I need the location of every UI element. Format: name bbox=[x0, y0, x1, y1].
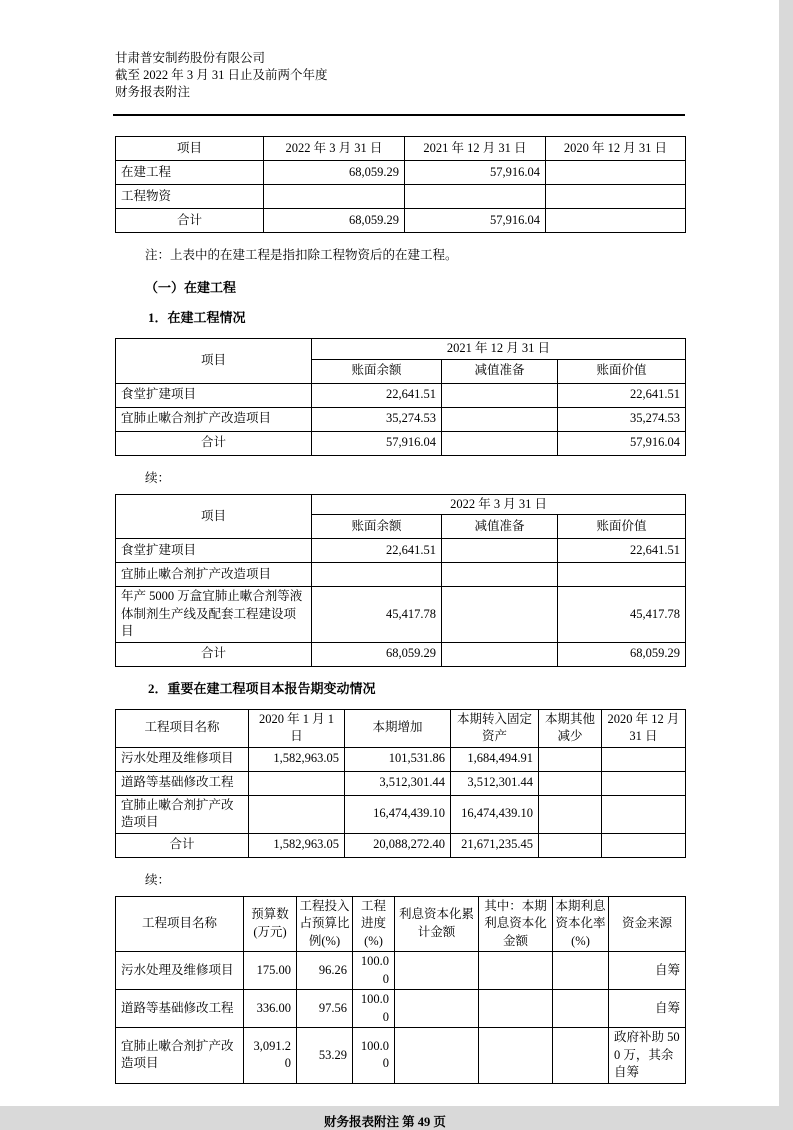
column-header-cell: 资金来源 bbox=[609, 896, 686, 952]
table-row bbox=[116, 383, 686, 407]
funding-source-cell: 政府补助 500 万，其余自筹 bbox=[609, 1028, 686, 1084]
amount-cell: 100.00 bbox=[353, 990, 395, 1028]
column-header-cell: 2022 年 3 月 31 日 bbox=[264, 137, 405, 161]
total-row bbox=[116, 642, 686, 666]
amount-cell: 100.00 bbox=[353, 1028, 395, 1084]
amount-cell: 53.29 bbox=[297, 1028, 353, 1084]
table-row bbox=[116, 161, 686, 185]
column-header-cell: 减值准备 bbox=[442, 515, 558, 539]
amount-cell bbox=[442, 563, 558, 587]
column-header-cell: 2020 年 1 月 1 日 bbox=[249, 709, 345, 747]
row-label-cell: 在建工程 bbox=[116, 161, 264, 185]
header-row bbox=[116, 896, 686, 952]
amount-cell bbox=[539, 833, 602, 857]
summary-table bbox=[115, 136, 686, 233]
document-type: 财务报表附注 bbox=[115, 85, 191, 99]
column-header-cell: 账面价值 bbox=[558, 359, 686, 383]
table-row bbox=[116, 563, 686, 587]
table-row bbox=[116, 795, 686, 833]
amount-cell bbox=[442, 587, 558, 643]
cip-2021-table bbox=[115, 338, 686, 456]
header-row bbox=[116, 339, 686, 360]
column-header-cell: 工程项目名称 bbox=[116, 709, 249, 747]
row-label-cell: 食堂扩建项目 bbox=[116, 383, 312, 407]
column-header-cell: 账面余额 bbox=[312, 359, 442, 383]
subsection-heading-cip-movement: 2．重要在建工程项目本报告期变动情况 bbox=[148, 680, 376, 696]
amount-cell bbox=[602, 747, 686, 771]
amount-cell: 336.00 bbox=[244, 990, 297, 1028]
row-label-cell: 宜肺止嗽合剂扩产改造项目 bbox=[116, 1028, 244, 1084]
amount-cell bbox=[602, 833, 686, 857]
amount-cell: 35,274.53 bbox=[558, 407, 686, 431]
row-label-cell: 宜肺止嗽合剂扩产改造项目 bbox=[116, 795, 249, 833]
amount-cell: 68,059.29 bbox=[264, 209, 405, 233]
total-row bbox=[116, 431, 686, 455]
movement-table bbox=[115, 709, 686, 858]
amount-cell bbox=[553, 1028, 609, 1084]
amount-cell: 57,916.04 bbox=[558, 431, 686, 455]
period-header-cell: 2021 年 12 月 31 日 bbox=[312, 339, 686, 360]
column-header-cell: 本期增加 bbox=[345, 709, 451, 747]
column-header-cell: 2020 年 12 月 31 日 bbox=[546, 137, 686, 161]
amount-cell bbox=[546, 161, 686, 185]
amount-cell bbox=[249, 771, 345, 795]
amount-cell: 22,641.51 bbox=[312, 539, 442, 563]
amount-cell: 1,684,494.91 bbox=[451, 747, 539, 771]
row-label-cell: 宜肺止嗽合剂扩产改造项目 bbox=[116, 407, 312, 431]
column-header-cell: 2021 年 12 月 31 日 bbox=[405, 137, 546, 161]
column-header-cell: 项目 bbox=[116, 339, 312, 384]
amount-cell bbox=[442, 407, 558, 431]
report-period: 截至 2022 年 3 月 31 日止及前两个年度 bbox=[115, 68, 328, 82]
column-header-cell: 工程投入占预算比例(%) bbox=[297, 896, 353, 952]
amount-cell: 100.00 bbox=[353, 952, 395, 990]
header-row bbox=[116, 709, 686, 747]
amount-cell: 1,582,963.05 bbox=[249, 833, 345, 857]
continued-label: 续： bbox=[145, 470, 171, 485]
column-header-cell: 项目 bbox=[116, 494, 312, 539]
column-header-cell: 预算数(万元) bbox=[244, 896, 297, 952]
amount-cell bbox=[442, 539, 558, 563]
amount-cell: 22,641.51 bbox=[312, 383, 442, 407]
amount-cell bbox=[442, 642, 558, 666]
amount-cell: 68,059.29 bbox=[558, 642, 686, 666]
continued-label: 续： bbox=[145, 872, 171, 887]
table-row bbox=[116, 771, 686, 795]
amount-cell: 45,417.78 bbox=[558, 587, 686, 643]
period-header-cell: 2022 年 3 月 31 日 bbox=[312, 494, 686, 515]
header-row bbox=[116, 494, 686, 515]
table-row bbox=[116, 1028, 686, 1084]
column-header-cell: 2020 年 12 月 31 日 bbox=[602, 709, 686, 747]
amount-cell bbox=[539, 747, 602, 771]
amount-cell: 96.26 bbox=[297, 952, 353, 990]
amount-cell: 57,916.04 bbox=[312, 431, 442, 455]
funding-source-cell: 自筹 bbox=[609, 990, 686, 1028]
funding-source-cell: 自筹 bbox=[609, 952, 686, 990]
table-row bbox=[116, 952, 686, 990]
total-row bbox=[116, 209, 686, 233]
table-row bbox=[116, 407, 686, 431]
subsection-heading-cip-status: 1．在建工程情况 bbox=[148, 310, 246, 325]
amount-cell bbox=[395, 952, 479, 990]
amount-cell bbox=[553, 952, 609, 990]
header-divider bbox=[113, 114, 685, 116]
amount-cell bbox=[602, 771, 686, 795]
column-header-cell: 利息资本化累计金额 bbox=[395, 896, 479, 952]
amount-cell: 68,059.29 bbox=[264, 161, 405, 185]
column-header-cell: 工程项目名称 bbox=[116, 896, 244, 952]
page-footer: 财务报表附注 第 49 页 bbox=[324, 1114, 446, 1129]
amount-cell bbox=[249, 795, 345, 833]
column-header-cell: 本期利息资本化率(%) bbox=[553, 896, 609, 952]
table-row bbox=[116, 587, 686, 643]
amount-cell: 57,916.04 bbox=[405, 161, 546, 185]
amount-cell: 22,641.51 bbox=[558, 383, 686, 407]
amount-cell bbox=[479, 990, 553, 1028]
column-header-cell: 账面余额 bbox=[312, 515, 442, 539]
amount-cell bbox=[479, 1028, 553, 1084]
amount-cell bbox=[395, 990, 479, 1028]
column-header-cell: 账面价值 bbox=[558, 515, 686, 539]
cip-2022-table bbox=[115, 494, 686, 667]
row-label-cell: 食堂扩建项目 bbox=[116, 539, 312, 563]
column-header-cell: 其中：本期利息资本化金额 bbox=[479, 896, 553, 952]
amount-cell bbox=[442, 431, 558, 455]
table-note: 注：上表中的在建工程是指扣除工程物资后的在建工程。 bbox=[145, 248, 458, 262]
header-row bbox=[116, 137, 686, 161]
amount-cell: 16,474,439.10 bbox=[451, 795, 539, 833]
column-header-cell: 本期其他减少 bbox=[539, 709, 602, 747]
amount-cell bbox=[405, 185, 546, 209]
total-label-cell: 合计 bbox=[116, 209, 264, 233]
column-header-cell: 项目 bbox=[116, 137, 264, 161]
amount-cell: 3,512,301.44 bbox=[345, 771, 451, 795]
total-label-cell: 合计 bbox=[116, 833, 249, 857]
amount-cell: 3,091.20 bbox=[244, 1028, 297, 1084]
amount-cell: 16,474,439.10 bbox=[345, 795, 451, 833]
column-header-cell: 减值准备 bbox=[442, 359, 558, 383]
row-label-cell: 道路等基础修改工程 bbox=[116, 771, 249, 795]
row-label-cell: 宜肺止嗽合剂扩产改造项目 bbox=[116, 563, 312, 587]
amount-cell bbox=[442, 383, 558, 407]
amount-cell bbox=[553, 990, 609, 1028]
amount-cell: 97.56 bbox=[297, 990, 353, 1028]
amount-cell bbox=[312, 563, 442, 587]
row-label-cell: 道路等基础修改工程 bbox=[116, 990, 244, 1028]
row-label-cell: 工程物资 bbox=[116, 185, 264, 209]
amount-cell bbox=[539, 771, 602, 795]
amount-cell: 20,088,272.40 bbox=[345, 833, 451, 857]
page-content bbox=[115, 50, 685, 1130]
total-label-cell: 合计 bbox=[116, 431, 312, 455]
company-name: 甘肃普安制药股份有限公司 bbox=[115, 51, 266, 65]
amount-cell: 45,417.78 bbox=[312, 587, 442, 643]
budget-table bbox=[115, 896, 686, 1084]
amount-cell bbox=[546, 185, 686, 209]
amount-cell: 57,916.04 bbox=[405, 209, 546, 233]
table-row bbox=[116, 185, 686, 209]
column-header-cell: 本期转入固定资产 bbox=[451, 709, 539, 747]
total-label-cell: 合计 bbox=[116, 642, 312, 666]
amount-cell bbox=[546, 209, 686, 233]
amount-cell bbox=[395, 1028, 479, 1084]
amount-cell: 3,512,301.44 bbox=[451, 771, 539, 795]
table-row bbox=[116, 747, 686, 771]
amount-cell: 1,582,963.05 bbox=[249, 747, 345, 771]
document-header bbox=[115, 50, 685, 101]
amount-cell: 35,274.53 bbox=[312, 407, 442, 431]
amount-cell: 68,059.29 bbox=[312, 642, 442, 666]
section-heading-cip: （一）在建工程 bbox=[145, 280, 237, 295]
amount-cell bbox=[539, 795, 602, 833]
amount-cell bbox=[558, 563, 686, 587]
row-label-cell: 污水处理及维修项目 bbox=[116, 747, 249, 771]
amount-cell: 22,641.51 bbox=[558, 539, 686, 563]
amount-cell: 101,531.86 bbox=[345, 747, 451, 771]
amount-cell bbox=[479, 952, 553, 990]
amount-cell bbox=[264, 185, 405, 209]
amount-cell bbox=[602, 795, 686, 833]
table-row bbox=[116, 990, 686, 1028]
total-row bbox=[116, 833, 686, 857]
column-header-cell: 工程进度(%) bbox=[353, 896, 395, 952]
row-label-cell: 污水处理及维修项目 bbox=[116, 952, 244, 990]
amount-cell: 21,671,235.45 bbox=[451, 833, 539, 857]
amount-cell: 175.00 bbox=[244, 952, 297, 990]
table-row bbox=[116, 539, 686, 563]
row-label-cell: 年产 5000 万盒宜肺止嗽合剂等液体制剂生产线及配套工程建设项目 bbox=[116, 587, 312, 643]
